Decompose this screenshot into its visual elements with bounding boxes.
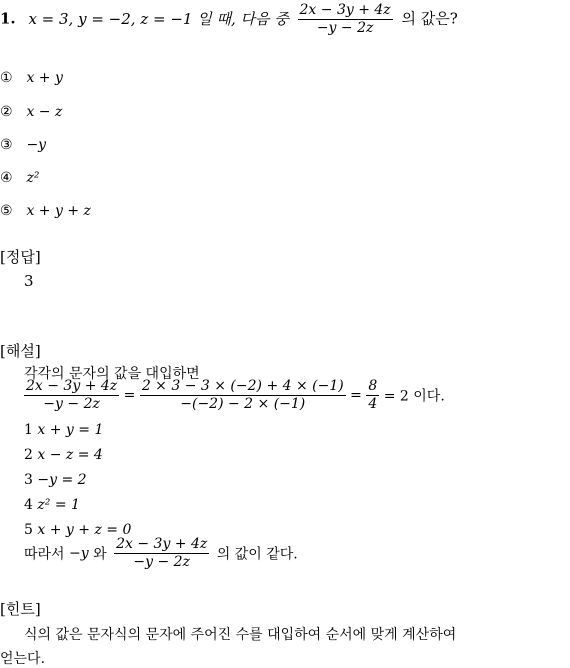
option-2[interactable] bbox=[0, 104, 62, 120]
item-expr: x + y = 1 bbox=[37, 422, 104, 438]
conclusion-text: 의 값이 같다. bbox=[216, 546, 298, 563]
solution-item bbox=[24, 422, 103, 438]
item-number: 4 bbox=[24, 497, 33, 513]
question-frac-den: −y − 2z bbox=[298, 19, 393, 37]
solution-result: = 2 이다. bbox=[383, 388, 445, 405]
option-mark: ③ bbox=[0, 137, 13, 153]
item-expr: −y = 2 bbox=[37, 472, 87, 488]
conclusion-text: 와 bbox=[93, 546, 107, 563]
solution-item bbox=[24, 497, 80, 513]
question-condition: x = 3, y = −2, z = −1 일 때, 다음 중 bbox=[28, 9, 289, 28]
item-expr: x − z = 4 bbox=[37, 447, 103, 463]
option-expr: −y bbox=[26, 137, 47, 153]
conclusion-var: −y bbox=[69, 545, 89, 562]
hint-line-2: 얻는다. bbox=[0, 651, 46, 667]
solution-equation bbox=[24, 378, 445, 413]
solution-frac-2 bbox=[140, 378, 346, 413]
option-mark: ① bbox=[0, 70, 13, 86]
frac-num: 8 bbox=[368, 378, 378, 394]
equals-sign: = bbox=[350, 387, 362, 404]
frac-den: −y − 2z bbox=[114, 553, 209, 571]
option-expr: x + y + z bbox=[26, 203, 91, 219]
option-4[interactable] bbox=[0, 170, 39, 186]
item-number: 2 bbox=[24, 447, 33, 463]
question-suffix: 의 값은? bbox=[401, 9, 458, 28]
item-number: 1 bbox=[24, 422, 33, 438]
frac-num: 2x − 3y + 4z bbox=[26, 378, 118, 394]
option-1[interactable] bbox=[0, 70, 63, 86]
frac-den: 4 bbox=[368, 396, 378, 412]
hint-heading: [힌트] bbox=[0, 600, 41, 618]
solution-item bbox=[24, 472, 87, 488]
option-3[interactable] bbox=[0, 137, 46, 153]
conclusion-text: 따라서 bbox=[24, 546, 65, 563]
solution-frac-3 bbox=[366, 378, 379, 413]
frac-den: −y − 2z bbox=[24, 395, 119, 413]
item-number: 5 bbox=[24, 522, 33, 538]
solution-conclusion bbox=[24, 536, 298, 571]
option-mark: ④ bbox=[0, 170, 13, 186]
question-number: 1. bbox=[0, 9, 16, 28]
equals-sign: = bbox=[123, 387, 136, 404]
question-fraction bbox=[298, 2, 393, 37]
hint-line-1: 식의 값은 문자식의 문자에 주어진 수를 대입하여 순서에 맞게 계산하여 bbox=[24, 627, 457, 643]
solution-frac-1 bbox=[24, 378, 119, 413]
item-expr: x + y + z = 0 bbox=[37, 522, 132, 538]
answer-value: 3 bbox=[24, 272, 34, 290]
option-expr: x + y bbox=[26, 70, 63, 86]
question-frac-num: 2x − 3y + 4z bbox=[299, 2, 391, 18]
question-line bbox=[0, 2, 458, 37]
item-expr: z² = 1 bbox=[37, 497, 80, 513]
frac-num: 2 × 3 − 3 × (−2) + 4 × (−1) bbox=[141, 378, 344, 394]
solution-item bbox=[24, 447, 103, 463]
option-mark: ② bbox=[0, 104, 13, 120]
answer-heading: [정답] bbox=[0, 248, 41, 266]
solution-intro: 각각의 문자의 값을 대입하면 bbox=[24, 366, 200, 382]
frac-num: 2x − 3y + 4z bbox=[116, 536, 208, 552]
option-expr: x − z bbox=[26, 104, 63, 120]
option-mark: ⑤ bbox=[0, 203, 13, 219]
frac-den: −(−2) − 2 × (−1) bbox=[140, 395, 346, 413]
option-5[interactable] bbox=[0, 203, 91, 219]
item-number: 3 bbox=[24, 472, 33, 488]
conclusion-frac bbox=[114, 536, 209, 571]
solution-heading: [해설] bbox=[0, 342, 41, 360]
option-expr: z² bbox=[26, 170, 40, 186]
